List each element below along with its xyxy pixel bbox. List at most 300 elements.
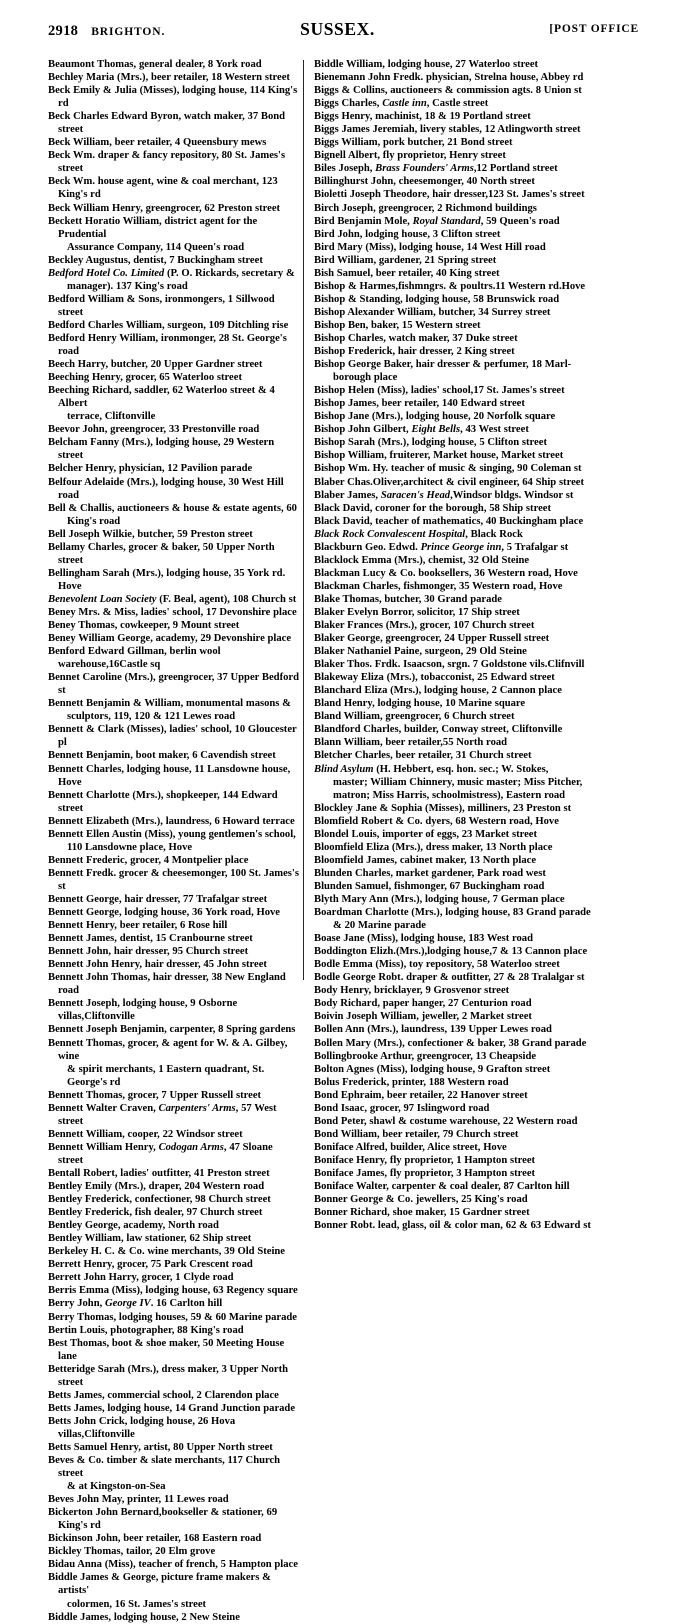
- entry-line: Boivin Joseph William, jeweller, 2 Market street: [314, 1011, 532, 1023]
- entry-line: Bollen Ann (Mrs.), laundress, 139 Upper Lewes road: [314, 1024, 552, 1036]
- entry-line: Biddle James & George, picture frame makers & artists': [48, 1572, 271, 1597]
- directory-entry: [314, 736, 644, 749]
- entry-continuation-line: Assurance Company, 114 Queen's road: [67, 241, 245, 253]
- entry-continuation-line: King's road: [67, 515, 121, 527]
- entry-line: Bedford William & Sons, ironmongers, 1 Sillwood street: [48, 293, 275, 318]
- directory-entry: [314, 1180, 644, 1193]
- entry-line: Bodle Emma (Miss), toy repository, 58 Waterloo street: [314, 959, 560, 971]
- directory-entry: [48, 645, 299, 671]
- entry-line: Bidau Anna (Miss), teacher of french, 5 Hampton place: [48, 1559, 298, 1571]
- directory-entry: [314, 254, 644, 267]
- entry-line: Bentley Frederick, fish dealer, 97 Church street: [48, 1207, 263, 1219]
- entry-line: Bechley Maria (Mrs.), beer retailer, 18 Western street: [48, 72, 290, 84]
- directory-entry: [48, 1089, 299, 1102]
- entry-continuation-line: colormen, 16 St. James's street: [67, 1598, 207, 1610]
- entry-line: Beaumont Thomas, general dealer, 8 York road: [48, 59, 262, 70]
- directory-entry: [314, 228, 644, 241]
- directory-entry: [48, 1415, 299, 1441]
- entry-line: Belfour Adelaide (Mrs.), lodging house, 30 West Hill road: [48, 476, 284, 501]
- directory-entry: [314, 815, 644, 828]
- entry-line: Bignell Albert, fly proprietor, Henry street: [314, 150, 506, 162]
- directory-entry: [48, 1180, 299, 1193]
- directory-entry: [314, 71, 644, 84]
- entry-line: Bonner George & Co. jewellers, 25 King's road: [314, 1194, 528, 1206]
- directory-entry: [314, 958, 644, 971]
- directory-entry: [48, 1271, 299, 1284]
- entry-continuation-line: manager). 137 King's road: [67, 280, 188, 292]
- directory-entry: [48, 945, 299, 958]
- directory-entry: [314, 1115, 644, 1128]
- entry-continuation-line: master; William Chinnery, music master; Miss Pitcher,: [333, 776, 583, 788]
- left-column: [0, 58, 303, 1624]
- directory-entry: [314, 1076, 644, 1089]
- entry-line: Bennett Benjamin & William, monumental masons &: [48, 698, 291, 710]
- entry-line: Bertin Louis, photographer, 88 King's road: [48, 1324, 244, 1336]
- directory-entry: [48, 1611, 299, 1624]
- entry-line: Blandford Charles, builder, Conway street, Cliftonville: [314, 724, 563, 736]
- directory-entry: [314, 1193, 644, 1206]
- directory-entry: [314, 489, 644, 502]
- directory-entry: [48, 1128, 299, 1141]
- directory-entry: [314, 515, 644, 528]
- entry-line: Benevolent Loan Society (F. Beal, agent), 108 Church st: [48, 593, 297, 605]
- directory-entry: [314, 997, 644, 1010]
- entry-line: Bland Henry, lodging house, 10 Marine square: [314, 698, 526, 710]
- entry-line: Berry John, George IV. 16 Carlton hill: [48, 1298, 223, 1310]
- entry-line: Bishop Wm. Hy. teacher of music & singing, 90 Coleman st: [314, 463, 582, 475]
- entry-line: Betts Samuel Henry, artist, 80 Upper North street: [48, 1441, 273, 1453]
- entry-line: Bienemann John Fredk. physician, Strelna house, Abbey rd: [314, 72, 584, 84]
- entry-line: Bishop William, fruiterer, Market house, Market street: [314, 450, 564, 462]
- entry-line: Bell Joseph Wilkie, butcher, 59 Preston street: [48, 528, 253, 540]
- entry-line: Bennett John Thomas, hair dresser, 38 New England road: [48, 972, 286, 997]
- entry-line: Betts John Crick, lodging house, 26 Hova villas,Cliftonville: [48, 1415, 236, 1440]
- entry-continuation-line: borough place: [333, 372, 398, 384]
- directory-entry: [314, 384, 644, 397]
- directory-entry: [314, 241, 644, 254]
- directory-entry: [314, 932, 644, 945]
- directory-entry: [314, 1154, 644, 1167]
- entry-line: Bentley William, law stationer, 62 Ship street: [48, 1233, 252, 1245]
- directory-entry: [48, 1232, 299, 1245]
- entry-line: Bioletti Joseph Theodore, hair dresser,123 St. James's street: [314, 189, 585, 201]
- entry-line: Blacklock Emma (Mrs.), chemist, 32 Old Steine: [314, 554, 530, 566]
- entry-line: Belcher Henry, physician, 12 Pavilion parade: [48, 463, 253, 475]
- entry-line: Bird William, gardener, 21 Spring street: [314, 254, 497, 266]
- directory-entry: [314, 710, 644, 723]
- entry-line: Billinghurst John, cheesemonger, 40 North street: [314, 176, 535, 188]
- entry-line: Bennett Fredk. grocer & cheesemonger, 100 St. James's st: [48, 867, 299, 892]
- directory-entry: [314, 632, 644, 645]
- directory-entry: [314, 267, 644, 280]
- entry-line: Bennett John Henry, hair dresser, 45 John street: [48, 959, 267, 971]
- entry-line: Biles Joseph, Brass Founders' Arms,12 Portland street: [314, 163, 558, 175]
- column-divider-rule: [303, 60, 304, 980]
- directory-entry: [314, 162, 644, 175]
- entry-line: Bollingbrooke Arthur, greengrocer, 13 Cheapside: [314, 1050, 537, 1062]
- entry-line: Boniface Alfred, builder, Alice street, Hove: [314, 1141, 507, 1153]
- town-name: BRIGHTON.: [91, 26, 166, 38]
- directory-entry: [48, 1193, 299, 1206]
- entry-line: Blann William, beer retailer,55 North road: [314, 737, 508, 749]
- entry-line: Beck Emily & Julia (Misses), lodging house, 114 King's rd: [48, 85, 298, 110]
- entry-line: Beeching Henry, grocer, 65 Waterloo street: [48, 372, 242, 384]
- entry-line: Bird Mary (Miss), lodging house, 14 West Hill road: [314, 241, 546, 253]
- entry-line: Blaber Chas.Oliver,architect & civil engineer, 64 Ship street: [314, 476, 585, 488]
- entry-line: Bird John, lodging house, 3 Clifton street: [314, 228, 501, 240]
- entry-line: Bishop Charles, watch maker, 37 Duke street: [314, 332, 518, 344]
- entry-line: Bickerton John Bernard,bookseller & stationer, 69 King's rd: [48, 1507, 278, 1532]
- entry-line: Bedford Hotel Co. Limited (P. O. Rickards, secretary &: [48, 267, 295, 279]
- directory-entry: [48, 606, 299, 619]
- directory-entry: [48, 1545, 299, 1558]
- directory-entry: [314, 436, 644, 449]
- entry-line: Biggs William, pork butcher, 21 Bond street: [314, 137, 513, 149]
- entry-line: Beckett Horatio William, district agent for the Prudential: [48, 215, 258, 240]
- directory-entry: [48, 1311, 299, 1324]
- entry-line: Bishop Jane (Mrs.), lodging house, 20 Norfolk square: [314, 411, 556, 423]
- entry-line: Bennett Benjamin, boot maker, 6 Cavendish street: [48, 750, 276, 762]
- directory-entry: [314, 1037, 644, 1050]
- entry-line: Blaker George, greengrocer, 24 Upper Russell street: [314, 633, 550, 645]
- entry-line: Body Richard, paper hanger, 27 Centurion road: [314, 998, 532, 1010]
- directory-entry: [48, 358, 299, 371]
- entry-line: Blunden Samuel, fishmonger, 67 Buckingham road: [314, 880, 545, 892]
- directory-entry: [314, 893, 644, 906]
- entry-line: Bishop Alexander William, butcher, 34 Surrey street: [314, 306, 551, 318]
- directory-entry: [48, 1167, 299, 1180]
- entry-continuation-line: terrace, Cliftonville: [67, 411, 156, 423]
- directory-entry: [314, 462, 644, 475]
- directory-entry: [48, 423, 299, 436]
- directory-entry: [314, 306, 644, 319]
- directory-entry: [48, 136, 299, 149]
- directory-entry: [48, 1337, 299, 1363]
- entry-line: Boniface James, fly proprietor, 3 Hampton street: [314, 1167, 536, 1179]
- entry-line: Best Thomas, boot & shoe maker, 50 Meeting House lane: [48, 1337, 285, 1362]
- entry-line: Berris Emma (Miss), lodging house, 63 Regency square: [48, 1285, 298, 1297]
- entry-line: Bennett William, cooper, 22 Windsor street: [48, 1128, 243, 1140]
- directory-entry: [314, 880, 644, 893]
- directory-entry: [314, 1141, 644, 1154]
- directory-entry: [48, 254, 299, 267]
- entry-line: Bennett Frederic, grocer, 4 Montpelier place: [48, 854, 249, 866]
- directory-entry: [48, 215, 299, 254]
- entry-line: Berrett John Harry, grocer, 1 Clyde road: [48, 1272, 234, 1284]
- entry-line: Bishop Frederick, hair dresser, 2 King street: [314, 346, 515, 358]
- entry-line: Bickley Thomas, tailor, 20 Elm grove: [48, 1546, 216, 1558]
- directory-entry: [314, 645, 644, 658]
- directory-entry: [48, 1493, 299, 1506]
- entry-line: Bishop Ben, baker, 15 Western street: [314, 319, 481, 331]
- directory-entry: [48, 110, 299, 136]
- entry-line: Bird Benjamin Mole, Royal Standard, 59 Queen's road: [314, 215, 560, 227]
- entry-line: Blake Thomas, butcher, 30 Grand parade: [314, 593, 502, 605]
- directory-entry: [314, 867, 644, 880]
- directory-entry: [48, 671, 299, 697]
- directory-entry: [314, 802, 644, 815]
- entry-line: Biddle William, lodging house, 27 Waterloo street: [314, 59, 539, 70]
- directory-entry: [48, 267, 299, 293]
- directory-entry: [314, 280, 644, 293]
- directory-entry: [314, 449, 644, 462]
- entry-line: Bond Ephraim, beer retailer, 22 Hanover street: [314, 1089, 528, 1101]
- entry-line: Berrett Henry, grocer, 75 Park Crescent road: [48, 1259, 253, 1271]
- directory-entry: [48, 971, 299, 997]
- directory-entry: [314, 749, 644, 762]
- directory-entry: [48, 1324, 299, 1337]
- directory-entry: [314, 854, 644, 867]
- entry-line: Bond Isaac, grocer, 97 Islingword road: [314, 1102, 490, 1114]
- entry-line: Blackman Lucy & Co. booksellers, 36 Western road, Hove: [314, 567, 578, 579]
- entry-line: Boase Jane (Miss), lodging house, 183 West road: [314, 933, 533, 945]
- directory-entry: [314, 841, 644, 854]
- entry-line: Bellamy Charles, grocer & baker, 50 Upper North street: [48, 541, 275, 566]
- entry-line: Bennett George, lodging house, 36 York road, Hove: [48, 907, 280, 919]
- entry-line: Blaker Thos. Frdk. Isaacson, srgn. 7 Goldstone vils.Clifnvill: [314, 659, 585, 671]
- entry-line: Beves & Co. timber & slate merchants, 117 Church street: [48, 1455, 281, 1480]
- directory-entry: [48, 1402, 299, 1415]
- directory-entry: [314, 293, 644, 306]
- entry-line: Beck William Henry, greengrocer, 62 Preston street: [48, 202, 281, 214]
- directory-entry: [48, 1389, 299, 1402]
- directory-entry: [48, 1297, 299, 1310]
- entry-continuation-line: & 20 Marine parade: [333, 920, 426, 932]
- entry-line: Blaker Frances (Mrs.), grocer, 107 Church street: [314, 620, 535, 632]
- entry-line: Biggs Henry, machinist, 18 & 19 Portland street: [314, 111, 531, 123]
- directory-entry: [48, 958, 299, 971]
- entry-line: Bland William, greengrocer, 6 Church street: [314, 711, 515, 723]
- directory-entry: [314, 606, 644, 619]
- directory-entry: [48, 749, 299, 762]
- entry-line: Betteridge Sarah (Mrs.), dress maker, 3 Upper North street: [48, 1363, 289, 1388]
- entry-line: Bennett Walter Craven, Carpenters' Arms, 57 West street: [48, 1102, 277, 1127]
- entry-continuation-line: & at Kingston-on-Sea: [67, 1481, 166, 1493]
- entry-line: Bennett & Clark (Misses), ladies' school, 10 Gloucester pl: [48, 724, 297, 749]
- directory-entry: [314, 697, 644, 710]
- directory-entry: [314, 202, 644, 215]
- entry-line: Bishop Sarah (Mrs.), lodging house, 5 Clifton street: [314, 437, 547, 449]
- directory-entry: [314, 658, 644, 671]
- entry-line: Bond Peter, shawl & costume warehouse, 22 Western road: [314, 1115, 578, 1127]
- entry-line: Biggs Charles, Castle inn, Castle street: [314, 98, 489, 110]
- entry-line: Bennett Henry, beer retailer, 6 Rose hill: [48, 920, 228, 932]
- directory-entry: [48, 476, 299, 502]
- directory-entry: [314, 971, 644, 984]
- entry-line: Beck Wm. draper & fancy repository, 80 St. James's street: [48, 150, 286, 175]
- directory-entry: [48, 175, 299, 201]
- directory-entry: [48, 567, 299, 593]
- entry-line: Beck William, beer retailer, 4 Queensbury mews: [48, 137, 267, 149]
- entry-line: Betts James, commercial school, 2 Clarendon place: [48, 1389, 279, 1401]
- entry-line: Bentley Frederick, confectioner, 98 Church street: [48, 1194, 271, 1206]
- directory-entry: [48, 789, 299, 815]
- directory-entry: [314, 1089, 644, 1102]
- entry-line: Beckley Augustus, dentist, 7 Buckingham street: [48, 254, 263, 266]
- directory-entry: [48, 1258, 299, 1271]
- directory-entry: [314, 110, 644, 123]
- entry-line: Bennett John, hair dresser, 95 Church street: [48, 946, 249, 958]
- entry-line: Bolton Agnes (Miss), lodging house, 9 Grafton street: [314, 1063, 551, 1075]
- entry-line: Berry Thomas, lodging houses, 59 & 60 Marine parade: [48, 1311, 297, 1323]
- directory-entry: [48, 1245, 299, 1258]
- directory-entry: [48, 1206, 299, 1219]
- directory-entry: [48, 319, 299, 332]
- entry-line: Blunden Charles, market gardener, Park road west: [314, 867, 546, 879]
- directory-entry: [314, 175, 644, 188]
- entry-line: Bishop James, beer retailer, 140 Edward street: [314, 398, 525, 410]
- entry-line: Belcham Fanny (Mrs.), lodging house, 29 Western street: [48, 437, 275, 462]
- directory-entry: [314, 215, 644, 228]
- directory-entry: [48, 854, 299, 867]
- entry-continuation-line: sculptors, 119, 120 & 121 Lewes road: [67, 711, 236, 723]
- entry-line: Bodle George Robt. draper & outfitter, 27 & 28 Tralalgar st: [314, 972, 585, 984]
- county-name: SUSSEX.: [300, 19, 375, 39]
- directory-entry: [48, 528, 299, 541]
- directory-entry: [48, 1363, 299, 1389]
- directory-entry: [48, 293, 299, 319]
- directory-entry: [314, 423, 644, 436]
- directory-entry: [314, 1050, 644, 1063]
- entry-line: Bonner Robt. lead, glass, oil & color man, 62 & 63 Edward st: [314, 1220, 591, 1232]
- entry-line: Bish Samuel, beer retailer, 40 King street: [314, 267, 500, 279]
- directory-entry: [48, 893, 299, 906]
- directory-entry: [48, 58, 299, 71]
- entry-line: Beeching Richard, saddler, 62 Waterloo street & 4 Albert: [48, 385, 275, 410]
- directory-entry: [314, 580, 644, 593]
- directory-entry: [314, 828, 644, 841]
- entry-line: Biddle James, lodging house, 2 New Steine: [48, 1611, 240, 1623]
- directory-entry: [48, 436, 299, 462]
- entry-line: Biggs James Jeremiah, livery stables, 12 Atlingworth street: [314, 124, 581, 136]
- entry-line: Black David, coroner for the borough, 58 Ship street: [314, 502, 552, 514]
- entry-line: Beney Mrs. & Miss, ladies' school, 17 Devonshire place: [48, 606, 297, 618]
- entry-line: Bennett Charlotte (Mrs.), shopkeeper, 144 Edward street: [48, 789, 278, 814]
- entry-line: Bletcher Charles, beer retailer, 31 Church street: [314, 750, 532, 762]
- entry-line: Bennett Joseph Benjamin, carpenter, 8 Spring gardens: [48, 1024, 296, 1036]
- entry-line: Blockley Jane & Sophia (Misses), milliners, 23 Preston st: [314, 802, 572, 814]
- entry-line: Benford Edward Gillman, berlin wool warehouse,16Castle sq: [48, 646, 221, 671]
- right-column: [310, 58, 666, 1232]
- entry-line: Bloomfield James, cabinet maker, 13 North place: [314, 854, 537, 866]
- directory-entry: [314, 593, 644, 606]
- entry-continuation-line: 110 Lansdowne place, Hove: [67, 841, 193, 853]
- directory-entry: [314, 945, 644, 958]
- entry-line: Bishop & Standing, lodging house, 58 Brunswick road: [314, 293, 560, 305]
- entry-line: Blaber James, Saracen's Head,Windsor bldgs. Windsor st: [314, 489, 574, 501]
- directory-entry: [314, 123, 644, 136]
- entry-line: Bentley George, academy, North road: [48, 1220, 219, 1232]
- directory-entry: [314, 619, 644, 632]
- entry-line: Blyth Mary Ann (Mrs.), lodging house, 7 German place: [314, 894, 565, 905]
- entry-continuation-line: matron; Miss Harris, schoolmistress), Eastern road: [333, 789, 566, 801]
- directory-entry: [48, 502, 299, 528]
- directory-entry: [314, 763, 644, 802]
- entry-line: Bishop Helen (Miss), ladies' school,17 St. James's street: [314, 385, 565, 397]
- directory-entry: [314, 397, 644, 410]
- entry-line: Bishop George Baker, hair dresser & perfumer, 18 Marl-: [314, 359, 572, 371]
- entry-line: Bennett Joseph, lodging house, 9 Osborne villas,Cliftonville: [48, 998, 238, 1023]
- directory-entry: [314, 1206, 644, 1219]
- entry-line: Blanchard Eliza (Mrs.), lodging house, 2 Cannon place: [314, 685, 562, 697]
- directory-entry: [314, 502, 644, 515]
- entry-line: Bennett Thomas, grocer, & agent for W. & A. Gilbey, wine: [48, 1037, 288, 1062]
- directory-entry: [48, 1506, 299, 1532]
- directory-entry: [48, 919, 299, 932]
- entry-line: Blaker Evelyn Borror, solicitor, 17 Ship street: [314, 606, 520, 618]
- entry-line: Blondel Louis, importer of eggs, 23 Market street: [314, 828, 538, 840]
- directory-entry: [48, 371, 299, 384]
- directory-entry: [314, 345, 644, 358]
- directory-entry: [314, 984, 644, 997]
- directory-entry: [48, 1454, 299, 1493]
- entry-line: Beney William George, academy, 29 Devonshire place: [48, 633, 292, 645]
- directory-entry: [48, 149, 299, 175]
- directory-entry: [48, 541, 299, 567]
- directory-entry: [48, 828, 299, 854]
- directory-entry: [314, 1167, 644, 1180]
- entry-line: Bellingham Sarah (Mrs.), lodging house, 35 York rd. Hove: [48, 567, 286, 592]
- directory-entry: [314, 671, 644, 684]
- directory-entry: [48, 1102, 299, 1128]
- entry-line: Blaker Nathaniel Paine, surgeon, 29 Old Steine: [314, 646, 527, 658]
- directory-entry: [314, 541, 644, 554]
- directory-entry: [48, 906, 299, 919]
- entry-line: Boardman Charlotte (Mrs.), lodging house, 83 Grand parade: [314, 907, 591, 919]
- entry-line: Bennett Thomas, grocer, 7 Upper Russell street: [48, 1089, 262, 1101]
- directory-entry: [314, 528, 644, 541]
- directory-entry: [314, 188, 644, 201]
- directory-entry: [314, 567, 644, 580]
- directory-entry: [314, 554, 644, 567]
- entry-line: Bennett Charles, lodging house, 11 Lansdowne house, Hove: [48, 763, 291, 788]
- entry-line: Blind Asylum (H. Hebbert, esq. hon. sec.; W. Stokes,: [314, 763, 549, 775]
- directory-entry: [48, 1532, 299, 1545]
- entry-line: Blackman Charles, fishmonger, 35 Western road, Hove: [314, 580, 563, 592]
- directory-entry: [48, 71, 299, 84]
- directory-entry: [48, 1023, 299, 1036]
- entry-line: Boddington Elizh.(Mrs.),lodging house,7 & 13 Cannon place: [314, 946, 588, 958]
- entry-line: Bond William, beer retailer, 79 Church street: [314, 1128, 519, 1140]
- entry-line: Bedford Henry William, ironmonger, 28 St. George's road: [48, 332, 287, 358]
- section-name: [POST OFFICE: [549, 23, 639, 35]
- entry-line: Birch Joseph, greengrocer, 2 Richmond buildings: [314, 202, 537, 214]
- directory-entry: [48, 932, 299, 945]
- entry-line: Bennett Ellen Austin (Miss), young gentlemen's school,: [48, 828, 296, 840]
- entry-line: Bentall Robert, ladies' outfitter, 41 Preston street: [48, 1167, 270, 1179]
- directory-entry: [48, 1571, 299, 1610]
- directory-entry: [314, 1063, 644, 1076]
- entry-line: Blackburn Geo. Edwd. Prince George inn, 5 Trafalgar st: [314, 541, 569, 553]
- entry-line: Black David, teacher of mathematics, 40 Buckingham place: [314, 515, 584, 527]
- directory-entry: [48, 1558, 299, 1571]
- directory-entry: [48, 1141, 299, 1167]
- directory-entry: [314, 358, 644, 384]
- directory-entry: [48, 202, 299, 215]
- directory-entry: [48, 697, 299, 723]
- directory-entry: [48, 763, 299, 789]
- entry-line: Betts James, lodging house, 14 Grand Junction parade: [48, 1402, 296, 1414]
- entry-line: Bloomfield Eliza (Mrs.), dress maker, 13 North place: [314, 841, 553, 853]
- directory-entry: [48, 384, 299, 423]
- entry-line: Beck Wm. house agent, wine & coal merchant, 123 King's rd: [48, 176, 278, 201]
- entry-continuation-line: & spirit merchants, 1 Eastern quadrant, St. George's rd: [67, 1063, 265, 1088]
- directory-entry: [48, 815, 299, 828]
- entry-line: Beves John May, printer, 11 Lewes road: [48, 1494, 229, 1506]
- entry-line: Bell & Challis, auctioneers & house & estate agents, 60: [48, 502, 297, 514]
- entry-line: Bennett George, hair dresser, 77 Trafalgar street: [48, 894, 268, 905]
- directory-entry: [48, 997, 299, 1023]
